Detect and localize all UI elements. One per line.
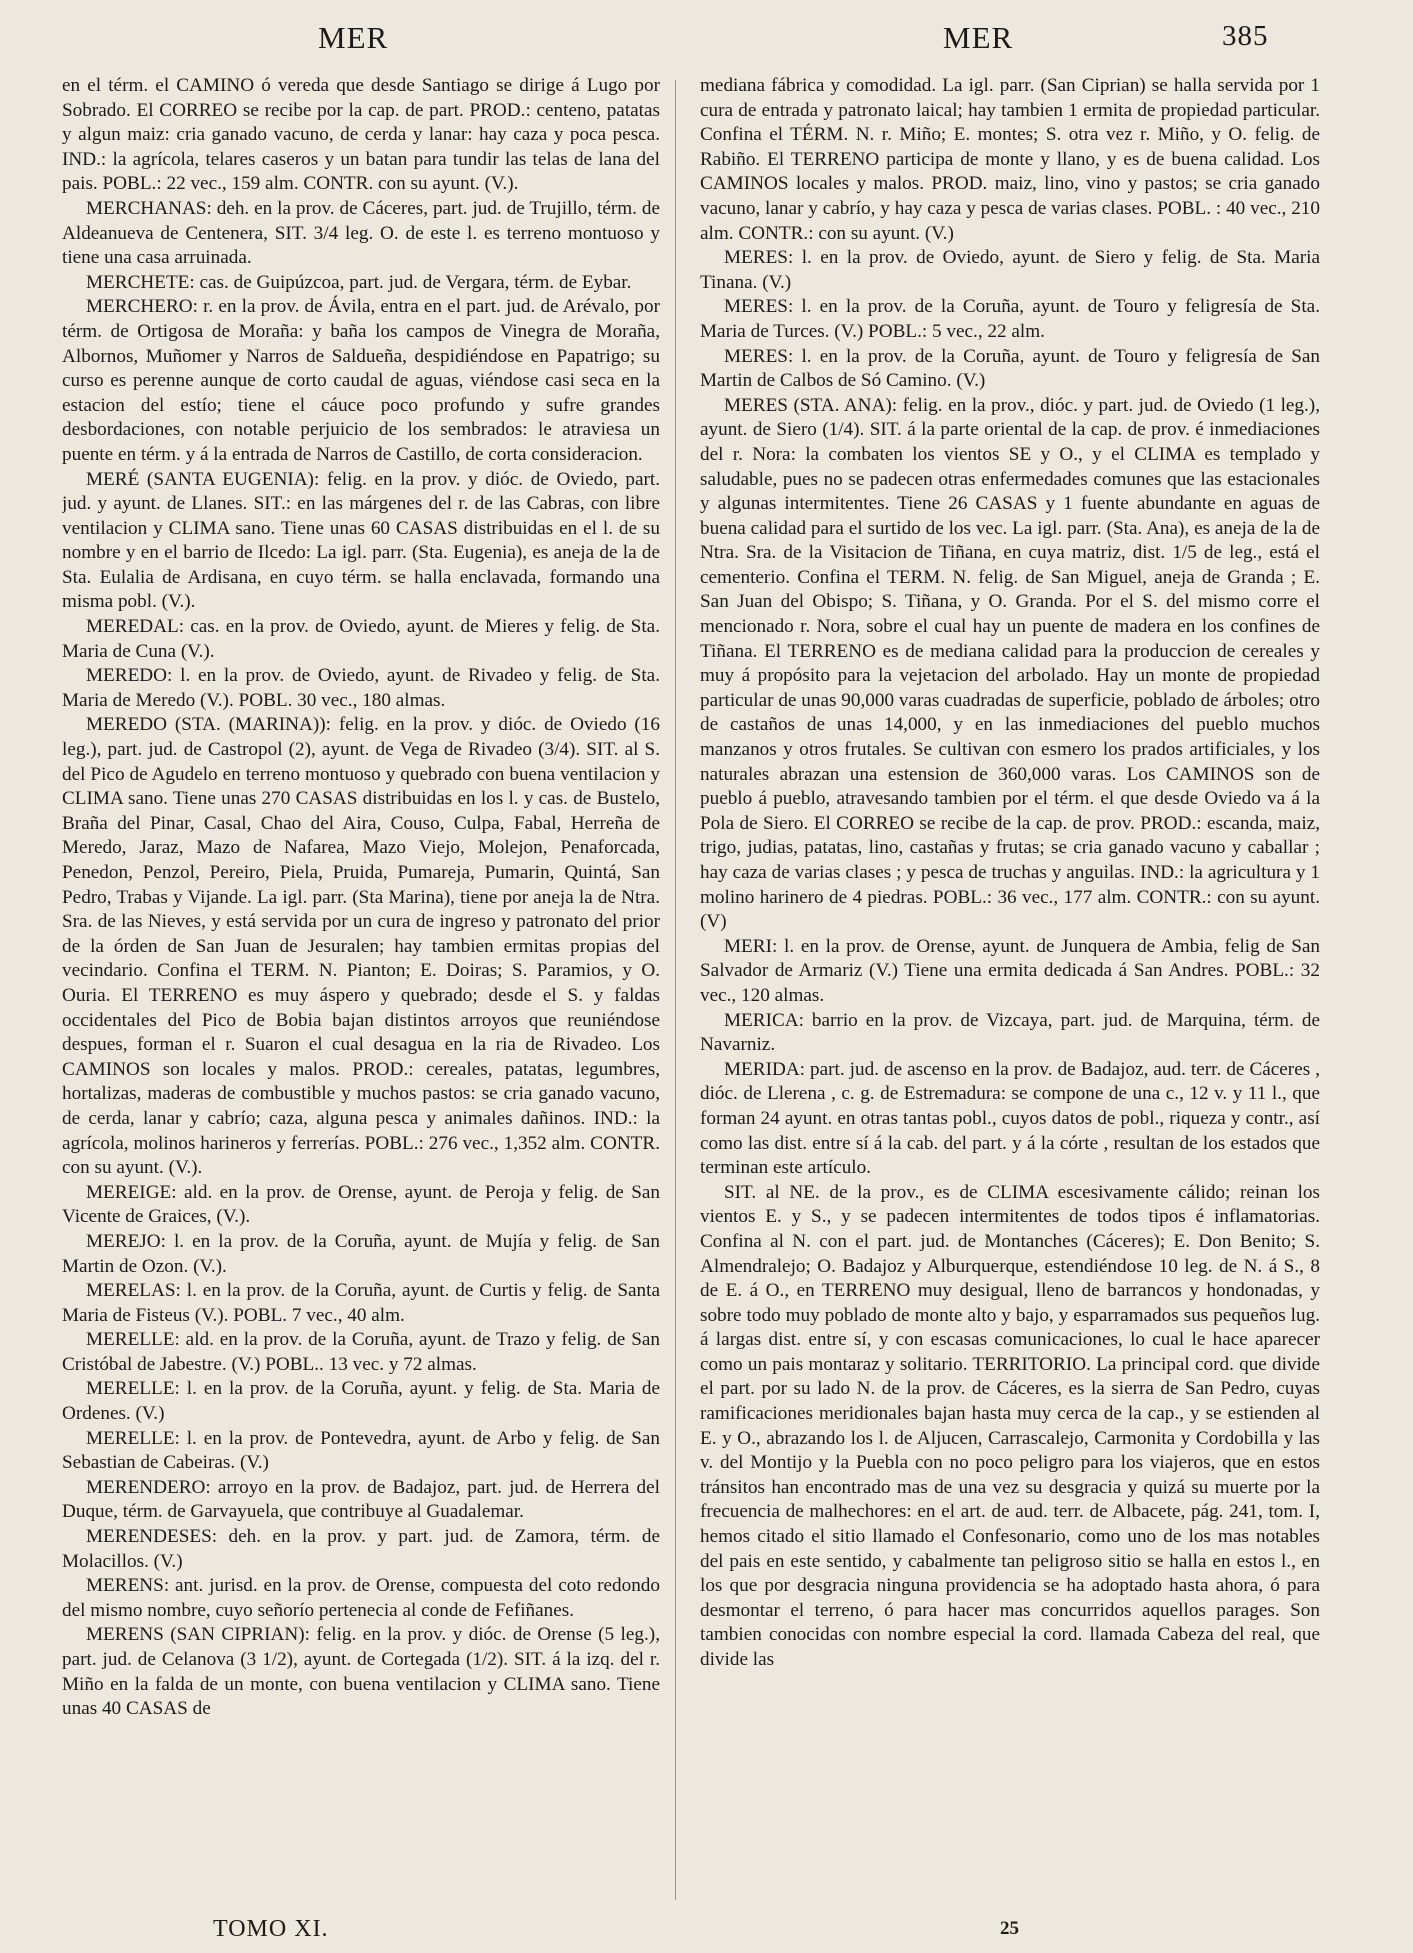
dictionary-entry: MERENDESES: deh. en la prov. y part. jud. de Zamora, térm. de Molacillos. (V.) [62,1526,660,1572]
dictionary-entry: MERENDERO: arroyo en la prov. de Badajoz, part. jud. de Herrera del Duque, térm. de Garvayuela, que contribuye al Guadalemar. [62,1476,660,1523]
dictionary-entry: SIT. al NE. de la prov., es de CLIMA escesivamente cálido; reinan los vientos E. y S., y se padecen intermitentes de todos tipos é inflamatorias. Confina al N. con el part. jud. de Montanches (Cáceres); E. Don Benito; S. Almendralejo; O. Badajoz y Alburquerque, estendiéndose 10 leg. de N. á S., 8 de E. á O., en TERRENO muy desigual, lleno de barrancos y hondonadas, y sobre todo muy poblado de monte alto y bajo, y esparramados sus pequeños lug. á largas dist. entre sí, y con escasas comunicaciones, lo cual le hace aparecer como un pais montaraz y solitario. TERRITORIO. La principal cord. que divide el part. por su lado N. de la prov. de Cáceres, es la sierra de San Pedro, cuyas ramificaciones meridionales bajan hasta muy cerca de la cap., y se estienden al E. y O., abrazando los l. de Aljucen, Carrascalejo, Carmonita y Cordobilla y las v. del Montijo y la Puebla con no poco peligro para los viajeros, que en estos tránsitos han encontrado mas de una vez su desgracia y quizá su muerte por la frecuencia de malhechores: en el art. de aud. terr. de Albacete, pág. 241, tom. I, hemos citado el sitio llamado el Confesonario, como uno de los mas notables del pais en este sentido, y cabalmente tan peligroso sitio se halla en estos l., en los que por desgracia ninguna providencia se ha adoptado hasta ahora, ó para desmontar el terreno, ó para hacer mas concurridos aquellos parages. Son tambien conocidas con nombre especial la cord. llamada Cabeza del real, que divide las [700,1181,1320,1670]
dictionary-entry: MEREDAL: cas. en la prov. de Oviedo, ayunt. de Mieres y felig. de Sta. Maria de Cuna (V.). [62,616,660,662]
dictionary-entry: MERELLE: ald. en la prov. de la Coruña, ayunt. de Trazo y felig. de San Cristóbal de Jabestre. (V.) POBL.. 13 vec. y 72 almas. [62,1329,660,1375]
column-divider [675,80,676,1900]
dictionary-entry: MERES (STA. ANA): felig. en la prov., dióc. y part. jud. de Oviedo (1 leg.), ayunt. de Siero (1/4). SIT. á la parte oriental de la cap. de prov. é inmediaciones del r. Nora: la combaten los vientos SE y O., y el CLIMA es templado y saludable, pues no se padecen otras enfermedades comunes que las estacionales y algunas intermitentes. Tiene 26 CASAS y 1 fuente abundante en aguas de buena calidad para el surtido de los vec. La igl. parr. (Sta. Ana), es aneja de la de Ntra. Sra. de la Visitacion de Tiñana, en cuya matriz, dist. 1/5 de leg., está el cementerio. Confina el TERM. N. felig. de San Miguel, aneja de Granda ; E. San Juan del Obispo; S. Tiñana, y O. Granda. Por el S. del mismo corre el mencionado r. Nora, sobre el cual hay un puente de madera en los confines de Tiñana. El TERRENO es de mediana calidad para la produccion de cereales y muy á propósito para la vejetacion del arbolado. Hay un monte de propiedad particular de unas 90,000 varas cuadradas de superficie, poblado de árboles; otro de castaños de unas 14,000, y en las inmediaciones del pueblo muchos manzanos y otros frutales. Se cultivan con esmero los prados artificiales, y los naturales abrazan una estension de 360,000 varas. Los CAMINOS son de pueblo á pueblo, atravesando tambien por el térm. el que desde Oviedo va á la Pola de Siero. El CORREO se recibe de la cap. de prov. PROD.: escanda, maiz, trigo, judias, patatas, lino, castañas y frutas; se cria ganado vacuno y caballar ; hay caza de varias clases ; y pesca de truchas y anguilas. IND.: la agricultura y 1 molino harinero de 4 piedras. POBL.: 36 vec., 177 alm. CONTR.: con su ayunt. (V) [700,394,1320,933]
page-number: 385 [1222,20,1269,52]
dictionary-entry: MERENS (SAN CIPRIAN): felig. en la prov. y dióc. de Orense (5 leg.), part. jud. de Celanova (3 1/2), ayunt. de Cortegada (1/2). SIT. á la izq. del r. Miño en la falda de un monte, con buena ventilacion y CLIMA sano. Tiene unas 40 CASAS de [62,1624,660,1720]
left-running-head: MER [318,20,389,55]
dictionary-entry: MERI: l. en la prov. de Orense, ayunt. de Junquera de Ambia, felig de San Salvador de Armariz (V.) Tiene una ermita dedicada á San Andres. POBL.: 32 vec., 120 almas. [700,935,1320,1006]
dictionary-entry: MERIDA: part. jud. de ascenso en la prov. de Badajoz, aud. terr. de Cáceres , dióc. de Llerena , c. g. de Estremadura: se compone de una c., 12 v. y 11 l., que forman 24 ayunt. en otras tantas pobl., cuyos datos de pobl., riqueza y contr., así como las dist. entre sí á la cab. del part. y á la córte , resultan de los estados que terminan este artículo. [700,1058,1320,1179]
right-running-head: MER [943,20,1014,55]
volume-label: TOMO XI. [213,1916,329,1942]
dictionary-entry: MEREDO: l. en la prov. de Oviedo, ayunt. de Rivadeo y felig. de Sta. Maria de Meredo (V.). POBL. 30 vec., 180 almas. [62,665,660,711]
signature-mark: 25 [1000,1918,1019,1939]
dictionary-entry: MERÉ (SANTA EUGENIA): felig. en la prov. y dióc. de Oviedo, part. jud. y ayunt. de Llanes. SIT.: en las márgenes del r. de las Cabras, con libre ventilacion y CLIMA sano. Tiene unas 60 CASAS distribuidas en el l. de su nombre y en el barrio de Ilcedo: La igl. parr. (Sta. Eugenia), es aneja de la de Sta. Eulalia de Ardisana, en cuyo térm. se halla enclavada, formando una misma pobl. (V.). [62,468,660,613]
dictionary-entry: MEREDO (STA. (MARINA)): felig. en la prov. y dióc. de Oviedo (16 leg.), part. jud. de Castropol (2), ayunt. de Vega de Rivadeo (3/4). SIT. al S. del Pico de Agudelo en terreno montuoso y quebrado con buena ventilacion y CLIMA sano. Tiene unas 270 CASAS distribuidas en los l. y cas. de Bustelo, Braña del Pinar, Casal, Chao del Aira, Couso, Culpa, Fabal, Herreña de Meredo, Jaraz, Mazo de Nafarea, Mazo Viejo, Molejon, Penaforcada, Penedon, Penzol, Pereiro, Piela, Pruida, Pumareja, Pumarin, Quintá, San Pedro, Trabas y Vijande. La igl. parr. (Sta Marina), tiene por aneja la de Ntra. Sra. de las Nieves, y está servida por un cura de ingreso y patronato del prior de la órden de San Juan de Jesuralen; hay tambien ermitas propias del vecindario. Confina el TERM. N. Pianton; E. Doiras; S. Paramios, y O. Ouria. El TERRENO es muy áspero y quebrado; desde el S. y faldas occidentales del Pico de Bobia bajan distintos arroyos que reuniéndose despues, forman el r. Suaron el cual desagua en la ria de Rivadeo. Los CAMINOS son locales y malos. PROD.: cereales, patatas, legumbres, hortalizas, maderas de combustible y muchos pastos: se cria ganado vacuno, de cerda, lanar y cabrío; caza, alguna pesca y animales dañinos. IND.: la agrícola, molinos harineros y ferrerías. POBL.: 276 vec., 1,352 alm. CONTR. con su ayunt. (V.). [62,714,660,1179]
dictionary-entry: MEREJO: l. en la prov. de la Coruña, ayunt. de Mujía y felig. de San Martin de Ozon. (V.). [62,1230,660,1277]
dictionary-entry: mediana fábrica y comodidad. La igl. parr. (San Ciprian) se halla servida por 1 cura de entrada y patronato laical; hay tambien 1 ermita de propiedad particular. Confina el TÉRM. N. r. Miño; E. montes; S. otra vez r. Miño, y O. felig. de Rabiño. El TERRENO participa de monte y llano, y es de buena calidad. Los CAMINOS locales y malos. PROD. maiz, lino, vino y pastos; se cria ganado vacuno, lanar y cabrío, y hay caza y pesca de varias clases. POBL. : 40 vec., 210 alm. CONTR.: con su ayunt. (V.) [700,75,1320,244]
dictionary-entry: MERICA: barrio en la prov. de Vizcaya, part. jud. de Marquina, térm. de Navarniz. [700,1009,1320,1056]
dictionary-entry: MERCHETE: cas. de Guipúzcoa, part. jud. de Vergara, térm. de Eybar. [86,271,632,293]
dictionary-entry: en el térm. el CAMINO ó vereda que desde Santiago se dirige á Lugo por Sobrado. El CORREO se recibe por la cap. de part. PROD.: centeno, patatas y algun maiz: cria ganado vacuno, de cerda y lanar: hay caza y poca pesca. IND.: la agrícola, telares caseros y un batan para tundir las telas de lana del pais. POBL.: 22 vec., 159 alm. CONTR. con su ayunt. (V.). [62,75,660,195]
dictionary-entry: MERES: l. en la prov. de Oviedo, ayunt. de Siero y felig. de Sta. Maria Tinana. (V.) [700,247,1320,293]
dictionary-entry: MERELLE: l. en la prov. de Pontevedra, ayunt. de Arbo y felig. de San Sebastian de Cabeiras. (V.) [62,1427,660,1474]
dictionary-entry: MERES: l. en la prov. de la Coruña, ayunt. de Touro y feligresía de Sta. Maria de Turces. (V.) POBL.: 5 vec., 22 alm. [700,296,1320,342]
dictionary-entry: MERELLE: l. en la prov. de la Coruña, ayunt. y felig. de Sta. Maria de Ordenes. (V.) [62,1378,660,1425]
dictionary-entry: MERENS: ant. jurisd. en la prov. de Orense, compuesta del coto redondo del mismo nombre, cuyo señorío pertenecia al conde de Fefiñanes. [62,1575,660,1621]
dictionary-entry: MERES: l. en la prov. de la Coruña, ayunt. de Touro y feligresía de San Martin de Calbos de Só Camino. (V.) [700,345,1320,392]
dictionary-entry: MEREIGE: ald. en la prov. de Orense, ayunt. de Peroja y felig. de San Vicente de Graices, (V.). [62,1181,660,1228]
right-column [700,74,1320,1894]
dictionary-entry: MERCHERO: r. en la prov. de Ávila, entra en el part. jud. de Arévalo, por térm. de Ortigosa de Moraña: y baña los campos de Vinegra de Moraña, Albornos, Muñomer y Narros de Saldueña, despidiéndose en Papatrigo; su curso es perenne aunque de corto caudal de aguas, viéndose casi seca en la estacion del estío; tiene el cáuce poco profundo y sufre grandes desbordaciones, con notable perjuicio de los sembrados: le atraviesa un puente en térm. y á la entrada de Narros de Castillo, de corta consideracion. [62,296,660,465]
dictionary-entry: MERCHANAS: deh. en la prov. de Cáceres, part. jud. de Trujillo, térm. de Aldeanueva de Centenera, SIT. 3/4 leg. O. de este l. es terreno montuoso y tiene una casa arruinada. [62,197,660,269]
left-column [62,74,660,1894]
dictionary-entry: MERELAS: l. en la prov. de la Coruña, ayunt. de Curtis y felig. de Santa Maria de Fisteus (V.). POBL. 7 vec., 40 alm. [62,1280,660,1326]
